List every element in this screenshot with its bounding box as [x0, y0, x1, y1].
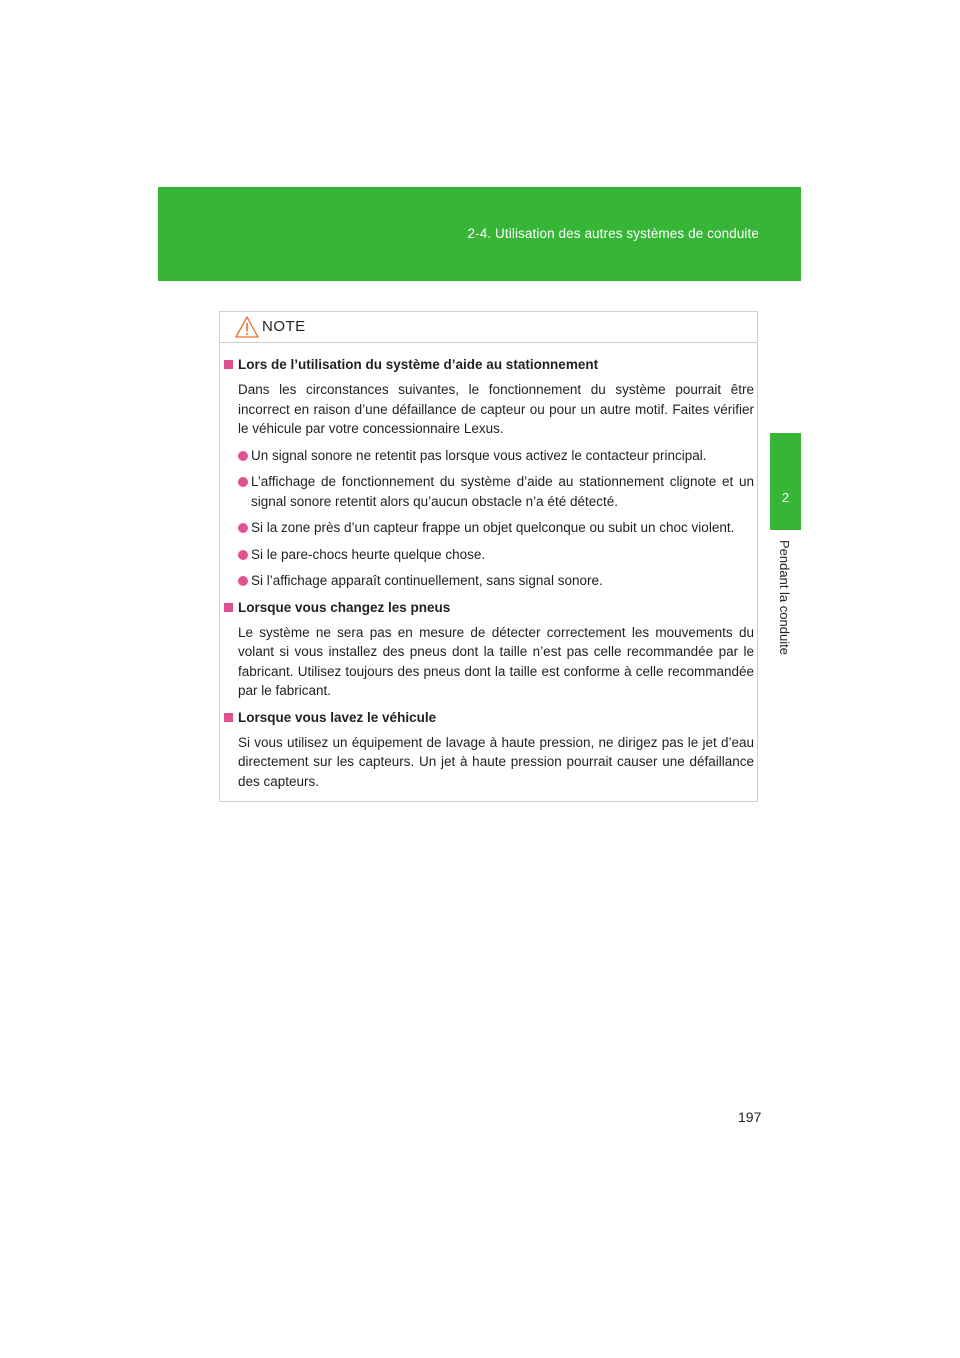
bullet-item: [238, 545, 754, 565]
round-bullet-icon: [238, 451, 248, 461]
section-heading-text: Lors de l’utilisation du système d’aide au stationnement: [238, 357, 599, 372]
bullet-text: Si l’affichage apparaît continuellement, sans signal sonore.: [251, 573, 603, 588]
chapter-tab: [770, 433, 801, 530]
section-heading-text: Lorsque vous changez les pneus: [238, 599, 451, 615]
bullet-item: [238, 472, 754, 511]
section-heading-text: Lorsque vous lavez le véhicule: [238, 709, 437, 725]
note-body: [224, 355, 754, 791]
section-heading: [224, 708, 754, 727]
bullet-text: L’affichage de fonctionnement du système d’aide au stationnement clignote et un signal sonore retentit alors qu’aucun obstacle n’a été détecté.: [251, 474, 754, 509]
round-bullet-icon: [238, 523, 248, 533]
square-bullet-icon: [224, 360, 233, 369]
bullet-item: [238, 518, 754, 538]
bullet-text: Si le pare-chocs heurte quelque chose.: [251, 546, 486, 562]
note-title: NOTE: [262, 318, 306, 335]
section-heading: [224, 355, 754, 374]
section-paragraph: Le système ne sera pas en mesure de détecter correctement les mouvements du volant si vous installez des pneus dont la taille n’est pas celle recommandée par le fabricant. Utilisez toujours des pneus dont la taille est conforme à celle recommandée par le fabricant.: [238, 624, 754, 698]
header-band: [158, 187, 801, 281]
chapter-label: Pendant la conduite: [777, 540, 792, 655]
note-header: [220, 312, 757, 343]
round-bullet-icon: [238, 550, 248, 560]
section-title: 2-4. Utilisation des autres systèmes de conduite: [467, 226, 759, 241]
page-number: 197: [738, 1109, 762, 1125]
bullet-text: Un signal sonore ne retentit pas lorsque vous activez le contacteur principal.: [251, 447, 707, 463]
round-bullet-icon: [238, 477, 248, 487]
square-bullet-icon: [224, 713, 233, 722]
note-box: [219, 311, 758, 802]
round-bullet-icon: [238, 576, 248, 586]
bullet-item: [238, 446, 754, 466]
warning-triangle-icon: [234, 315, 260, 339]
section-paragraph: Dans les circonstances suivantes, le fonctionnement du système pourrait être incorrect en raison d’une défaillance de capteur ou pour un autre motif. Faites vérifier le véhicule par votre concessionnaire Lexus.: [238, 382, 754, 436]
bullet-text: Si la zone près d’un capteur frappe un objet quelconque ou subit un choc violent.: [251, 520, 735, 535]
chapter-number: 2: [781, 490, 790, 505]
section-paragraph: Si vous utilisez un équipement de lavage à haute pression, ne dirigez pas le jet d’eau directement sur les capteurs. Un jet à haute pression pourrait causer une défaillance des capteurs.: [238, 734, 754, 789]
section-heading: [224, 598, 754, 617]
square-bullet-icon: [224, 603, 233, 612]
bullet-item: [238, 571, 754, 591]
